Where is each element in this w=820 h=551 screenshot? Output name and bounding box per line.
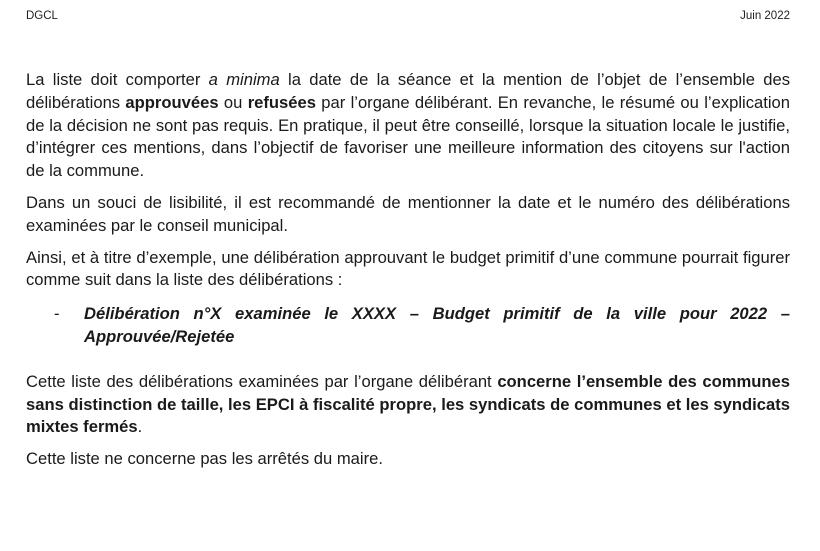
document-body bbox=[26, 69, 790, 480]
example-list-item bbox=[26, 303, 790, 349]
emphasis-approuvees: approuvées bbox=[125, 92, 219, 112]
page-header bbox=[26, 10, 790, 26]
emphasis-refusees: refusées bbox=[247, 92, 316, 112]
emphasis-a-minima: a minima bbox=[208, 70, 280, 89]
header-date: Juin 2022 bbox=[740, 10, 790, 22]
paragraph-exclusion: Cette liste ne concerne pas les arrêtés du maire. bbox=[26, 449, 383, 469]
paragraph-scope: Cette liste des délibérations examinées par l’organe délibérant concerne l’ensemble des communes sans distinction de taille, les EPCI à fiscalité propre, les syndicats de communes et les syndicats mixtes fermés. bbox=[26, 371, 790, 437]
bullet-dash: - bbox=[54, 304, 60, 324]
paragraph-list-content: La liste doit comporter a minima la date de la séance et la mention de l’objet de l’ensemble des délibérations approuvées ou refusées par l’organe délibérant. En revanche, le résumé ou l’explication de la décision ne sont pas requis. En pratique, il peut être conseillé, lorsque la situation locale le justifie, d’intégrer ces mentions, dans l’objectif de favoriser une meilleure information des citoyens sur l'action de la commune. bbox=[26, 70, 790, 181]
header-organization: DGCL bbox=[26, 10, 58, 22]
example-deliberation-text: Délibération n°X examinée le XXXX – Budget primitif de la ville pour 2022 – Approuvée/Rejetée bbox=[84, 304, 790, 346]
paragraph-readability: Dans un souci de lisibilité, il est recommandé de mentionner la date et le numéro des délibérations examinées par le conseil municipal. bbox=[26, 192, 790, 235]
emphasis-scope: concerne l’ensemble des communes sans distinction de taille, les EPCI à fiscalité propre, les syndicats de communes et les syndicats mixtes fermés bbox=[26, 371, 790, 437]
paragraph-example-intro: Ainsi, et à titre d’exemple, une délibération approuvant le budget primitif d’une commune pourrait figurer comme suit dans la liste des délibérations : bbox=[26, 247, 790, 290]
